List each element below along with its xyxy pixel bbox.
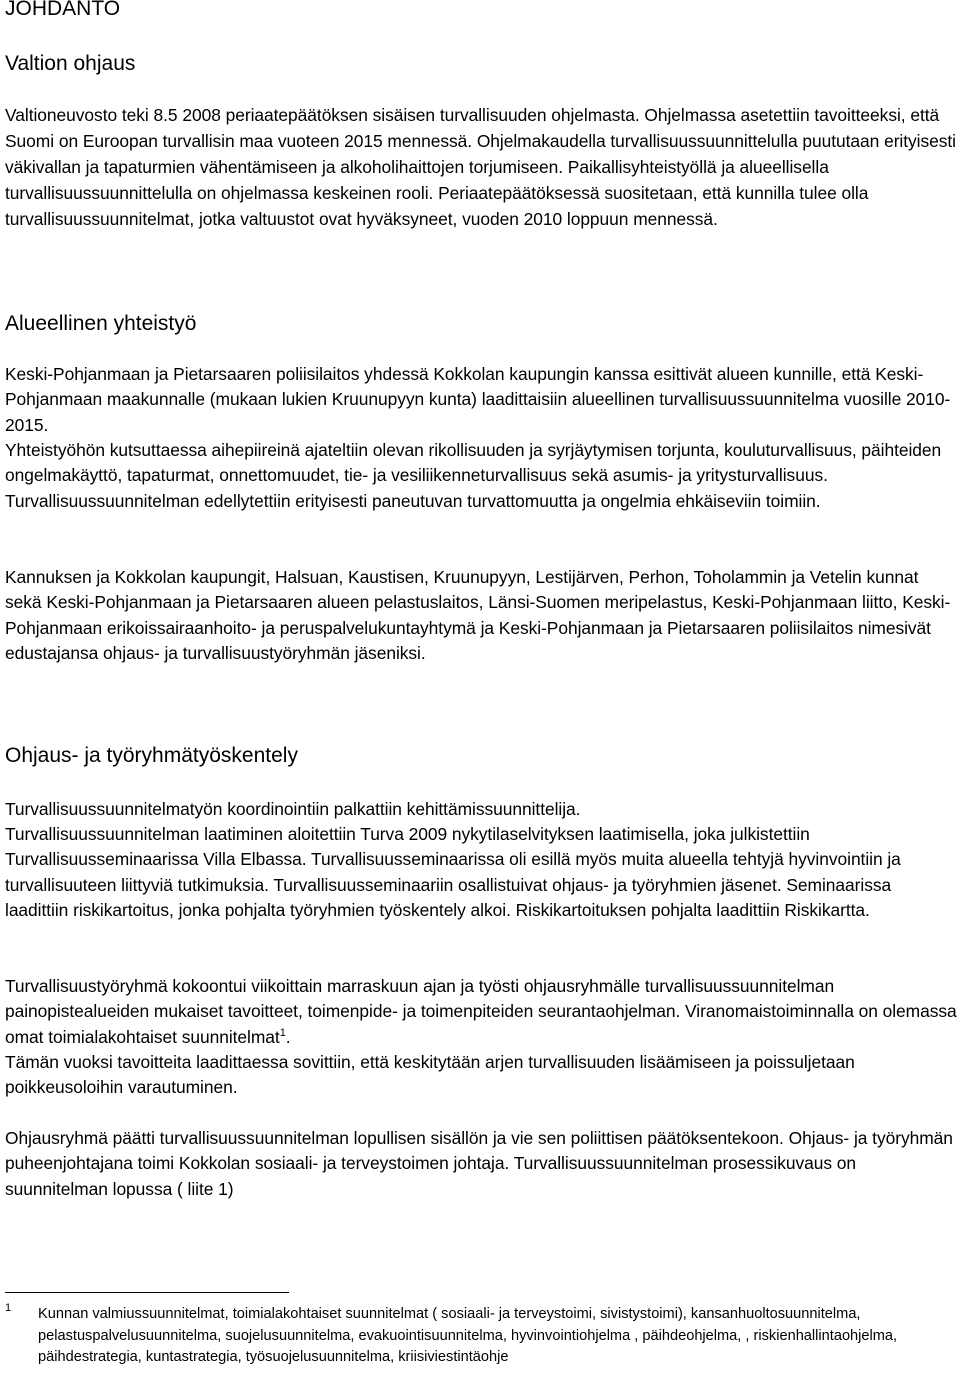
paragraph-ohjaus-2: Turvallisuussuunnitelman laatiminen aloitettiin Turva 2009 nykytilaselvityksen laatimisella, joka julkistettiin Turvallisuusseminaarissa Villa Elbassa. Turvallisuusseminaarissa oli esillä myös muita alueella tehtyjä hyvinvointiin ja turvallisuuteen liittyviä tutkimuksia. Turvallisuusseminaariin osallistuivat ohjaus- ja työryhmien jäsenet. Seminaarissa laadittiin riskikartoitus, jonka pohjalta työryhmien työskentely alkoi. Riskikartoituksen pohjalta laadittiin Riskikartta. xyxy=(5,824,901,920)
paragraph-valtion-ohjaus: Valtioneuvosto teki 8.5 2008 periaatepäätöksen sisäisen turvallisuuden ohjelmasta. Ohjelmassa asetettiin tavoitteeksi, että Suomi on Euroopan turvallisin maa vuoteen 2015 mennessä. Ohjelmakaudella turvallisuussuunnittelulla puututaan erityisesti väkivallan ja tapaturmien vähentämiseen ja alkoholihaittojen torjumiseen. Paikallisyhteistyöllä ja alueellisella turvallisuussuunnittelulla on ohjelmassa keskeinen rooli. Periaatepäätöksessä suositetaan, että kunnilla tulee olla turvallisuussuunnitelmat, jotka valtuustot ovat hyväksyneet, vuoden 2010 loppuun mennessä. xyxy=(5,105,956,229)
paragraph-ohjaus-4: Tämän vuoksi tavoitteita laadittaessa sovittiin, että keskitytään arjen turvallisuuden lisäämiseen ja poissuljetaan poikkeusoloihin varautuminen. xyxy=(5,1052,855,1098)
paragraph-alueellinen-3: Kannuksen ja Kokkolan kaupungit, Halsuan, Kaustisen, Kruunupyyn, Lestijärven, Perhon, Toholammin ja Vetelin kunnat sekä Keski-Pohjanmaan ja Pietarsaaren alueen pelastuslaitos, Länsi-Suomen meripelastus, Keski-Pohjanmaan liitto, Keski-Pohjanmaan erikoissairaanhoito- ja peruspalvelukuntayhtymä ja Keski-Pohjanmaan ja Pietarsaaren poliisilaitos nimesivät edustajansa ohjaus- ja turvallisuustyöryhmän jäseniksi. xyxy=(5,567,951,663)
paragraph-ohjaus-3-period: . xyxy=(285,1026,291,1047)
chapter-heading: JOHDANTO xyxy=(5,0,121,20)
footnote-divider xyxy=(5,1292,289,1293)
footnote-text: Kunnan valmiussuunnitelmat, toimialakohtaiset suunnitelmat ( sosiaali- ja terveystoimi, sivistystoimi), kansanhuoltosuunnitelma, pelastuspalvelusuunnitelma, suojelusuunnitelma, evakuointisuunnitelma, hyvinvointiohjelma , päihdeohjelma, , riskienhallintaohjelma, päihdestrategia, kuntastrategia, työsuojelusuunnitelma, kriisiviestintäohje xyxy=(38,1306,898,1365)
paragraph-ohjaus-3 xyxy=(5,974,958,1050)
paragraph-alueellinen-1: Keski-Pohjanmaan ja Pietarsaaren poliisilaitos yhdessä Kokkolan kaupungin kanssa esittivät alueen kunnille, että Keski-Pohjanmaan maakunnalle (mukaan lukien Kruunupyyn kunta) laadittaisiin alueellinen turvallisuussuunnitelma vuosille 2010-2015. xyxy=(5,364,951,435)
paragraph-ohjaus-1: Turvallisuussuunnitelmatyön koordinointiin palkattiin kehittämissuunnittelija. xyxy=(5,799,581,819)
section-title-alueellinen-yhteistyo: Alueellinen yhteistyö xyxy=(5,312,197,335)
footnote-reference: 1 xyxy=(279,1026,286,1039)
section-title-ohjaus-tyoryhma: Ohjaus- ja työryhmätyöskentely xyxy=(5,744,298,767)
section-title-valtion-ohjaus: Valtion ohjaus xyxy=(5,52,136,75)
footnote xyxy=(5,1302,958,1369)
paragraph-ohjaus-5: Ohjausryhmä päätti turvallisuussuunnitelman lopullisen sisällön ja vie sen poliittisen päätöksentekoon. Ohjaus- ja työryhmän puheenjohtajana toimi Kokkolan sosiaali- ja terveystoimen johtaja. Turvallisuussuunnitelman prosessikuvaus on suunnitelman lopussa ( liite 1) xyxy=(5,1128,953,1199)
footnote-mark: 1 xyxy=(5,1302,12,1314)
paragraph-ohjaus-3-text: Turvallisuustyöryhmä kokoontui viikoittain marraskuun ajan ja työsti ohjausryhmälle turvallisuussuunnitelman painopistealueiden mukaiset tavoitteet, toimenpide- ja toimenpiteiden seurantaohjelman. Viranomaistoiminnalla on olemassa omat toimialakohtaiset suunnitelmat xyxy=(5,976,957,1047)
paragraph-alueellinen-2: Yhteistyöhön kutsuttaessa aihepiireinä ajateltiin olevan rikollisuuden ja syrjäytymisen torjunta, kouluturvallisuus, päihteiden ongelmakäyttö, tapaturmat, onnettomuudet, tie- ja vesiliikenneturvallisuus sekä asumis- ja yritysturvallisuus. Turvallisuussuunnitelman edellytettiin erityisesti paneutuvan turvattomuutta ja ongelmia ehkäiseviin toimiin. xyxy=(5,440,942,511)
